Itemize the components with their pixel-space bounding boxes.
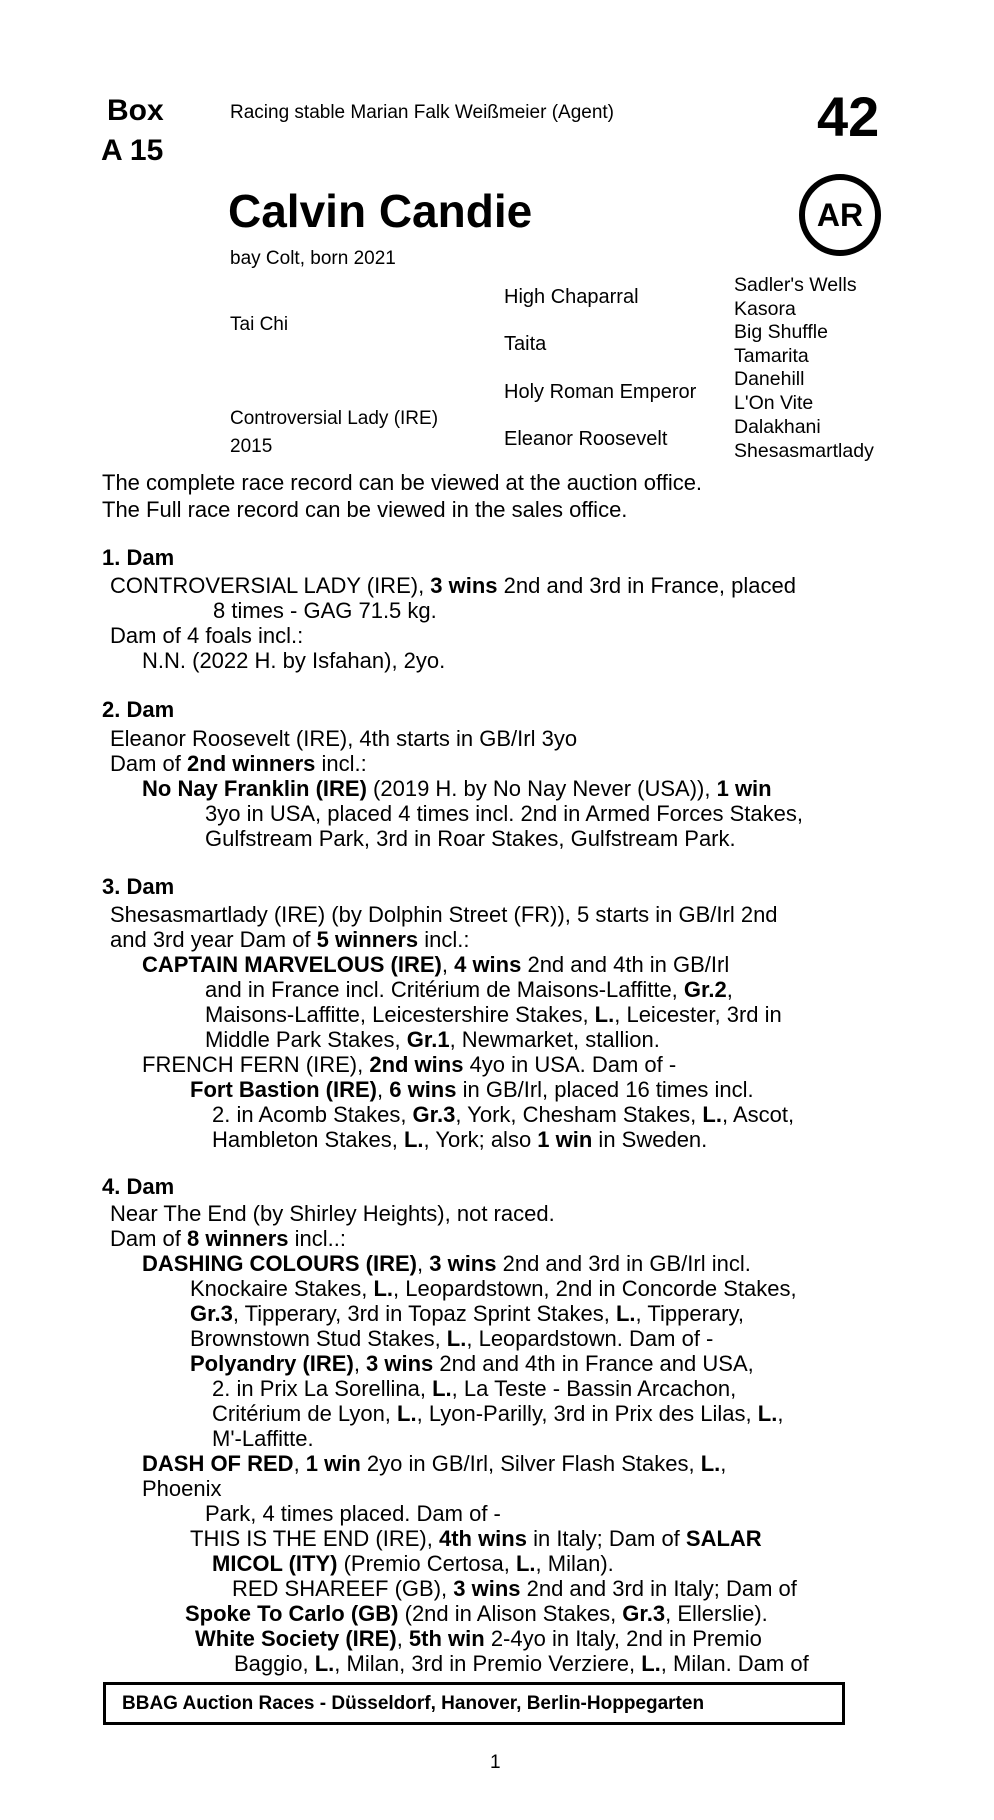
pedigree-line: and in France incl. Critérium de Maisons-Laffitte, Gr.2, [205,977,733,1002]
pedigree-line: 2. in Prix La Sorellina, L., La Teste - Bassin Arcachon, [212,1376,737,1401]
pedigree-line: CONTROVERSIAL LADY (IRE), 3 wins 2nd and 3rd in France, placed [110,573,796,598]
pedigree-line: Knockaire Stakes, L., Leopardstown, 2nd in Concorde Stakes, [190,1276,797,1301]
pedigree-gen3: Kasora [734,298,796,320]
pedigree-gen2: Holy Roman Emperor [504,381,697,403]
pedigree-line: DASHING COLOURS (IRE), 3 wins 2nd and 3rd in GB/Irl incl. [142,1251,751,1276]
horse-name: Calvin Candie [228,185,533,237]
pedigree-line: Park, 4 times placed. Dam of - [205,1501,501,1526]
pedigree-gen3: Danehill [734,368,805,390]
pedigree-dam-year: 2015 [230,436,273,457]
pedigree-gen2: Eleanor Roosevelt [504,428,668,450]
pedigree-gen3: Sadler's Wells [734,274,857,296]
pedigree-gen2: High Chaparral [504,286,639,308]
pedigree-line: Maisons-Laffitte, Leicestershire Stakes, L., Leicester, 3rd in [205,1002,782,1027]
pedigree-line: M'-Laffitte. [212,1426,314,1451]
pedigree-line: Middle Park Stakes, Gr.1, Newmarket, stallion. [205,1027,660,1052]
pedigree-line: Brownstown Stud Stakes, L., Leopardstown. Dam of - [190,1326,714,1351]
ar-badge [799,174,881,256]
pedigree-line: THIS IS THE END (IRE), 4th wins in Italy; Dam of SALAR [190,1526,762,1551]
ar-badge-text: AR [816,196,864,233]
box-label: Box [107,94,164,127]
pedigree-line: N.N. (2022 H. by Isfahan), 2yo. [142,648,446,673]
section-heading-dam2: 2. Dam [102,697,175,722]
pedigree-gen3: L'On Vite [734,392,814,414]
pedigree-gen3: Tamarita [734,345,809,367]
pedigree-line: Phoenix [142,1476,222,1501]
pedigree-line: FRENCH FERN (IRE), 2nd wins 4yo in USA. Dam of - [142,1052,677,1077]
pedigree-gen2: Taita [504,333,547,355]
pedigree-line: 2. in Acomb Stakes, Gr.3, York, Chesham Stakes, L., Ascot, [212,1102,795,1127]
pedigree-line: Dam of 2nd winners incl.: [110,751,367,776]
pedigree-sire: Tai Chi [230,314,289,335]
pedigree-line: White Society (IRE), 5th win 2-4yo in Italy, 2nd in Premio [195,1626,762,1651]
note: The Full race record can be viewed in the sales office. [102,497,628,522]
pedigree-line: Gulfstream Park, 3rd in Roar Stakes, Gulfstream Park. [205,826,736,851]
footer-banner [103,1682,845,1725]
pedigree-line: Gr.3, Tipperary, 3rd in Topaz Sprint Stakes, L., Tipperary, [190,1301,744,1326]
footer-text: BBAG Auction Races - Düsseldorf, Hanover, Berlin-Hoppegarten [122,1692,705,1714]
pedigree-line: Hambleton Stakes, L., York; also 1 win in Sweden. [212,1127,708,1152]
pedigree-line: Critérium de Lyon, L., Lyon-Parilly, 3rd in Prix des Lilas, L., [212,1401,784,1426]
pedigree-line: 8 times - GAG 71.5 kg. [213,598,437,623]
pedigree-line: Baggio, L., Milan, 3rd in Premio Verziere, L., Milan. Dam of [234,1651,809,1676]
pedigree-line: DASH OF RED, 1 win 2yo in GB/Irl, Silver Flash Stakes, L., [142,1451,727,1476]
pedigree-line: Dam of 4 foals incl.: [110,623,304,648]
page-number: 1 [490,1752,501,1773]
pedigree-line: 3yo in USA, placed 4 times incl. 2nd in Armed Forces Stakes, [205,801,803,826]
pedigree-gen3: Big Shuffle [734,321,828,343]
pedigree-line: Eleanor Roosevelt (IRE), 4th starts in GB/Irl 3yo [110,726,578,751]
pedigree-line: MICOL (ITY) (Premio Certosa, L., Milan). [212,1551,614,1576]
pedigree-line: and 3rd year Dam of 5 winners incl.: [110,927,470,952]
consignor: Racing stable Marian Falk Weißmeier (Agent) [230,102,615,123]
pedigree-line: Near The End (by Shirley Heights), not raced. [110,1201,555,1226]
section-heading-dam1: 1. Dam [102,545,175,570]
section-heading-dam3: 3. Dam [102,874,175,899]
section-heading-dam4: 4. Dam [102,1174,175,1199]
pedigree-line: Dam of 8 winners incl..: [110,1226,346,1251]
box-number: A 15 [101,134,164,167]
pedigree-line: RED SHAREEF (GB), 3 wins 2nd and 3rd in Italy; Dam of [232,1576,797,1601]
horse-description: bay Colt, born 2021 [230,248,396,269]
lot-number: 42 [817,85,880,148]
pedigree-line: Spoke To Carlo (GB) (2nd in Alison Stakes, Gr.3, Ellerslie). [185,1601,768,1626]
pedigree-line: Fort Bastion (IRE), 6 wins in GB/Irl, placed 16 times incl. [190,1077,754,1102]
pedigree-gen3: Shesasmartlady [734,440,874,462]
pedigree-line: CAPTAIN MARVELOUS (IRE), 4 wins 2nd and 4th in GB/Irl [142,952,730,977]
pedigree-line: No Nay Franklin (IRE) (2019 H. by No Nay Never (USA)), 1 win [142,776,772,801]
note: The complete race record can be viewed at the auction office. [102,470,703,495]
pedigree-line: Shesasmartlady (IRE) (by Dolphin Street (FR)), 5 starts in GB/Irl 2nd [110,902,778,927]
pedigree-dam: Controversial Lady (IRE) [230,408,439,429]
pedigree-line: Polyandry (IRE), 3 wins 2nd and 4th in France and USA, [190,1351,754,1376]
pedigree-gen3: Dalakhani [734,416,821,438]
